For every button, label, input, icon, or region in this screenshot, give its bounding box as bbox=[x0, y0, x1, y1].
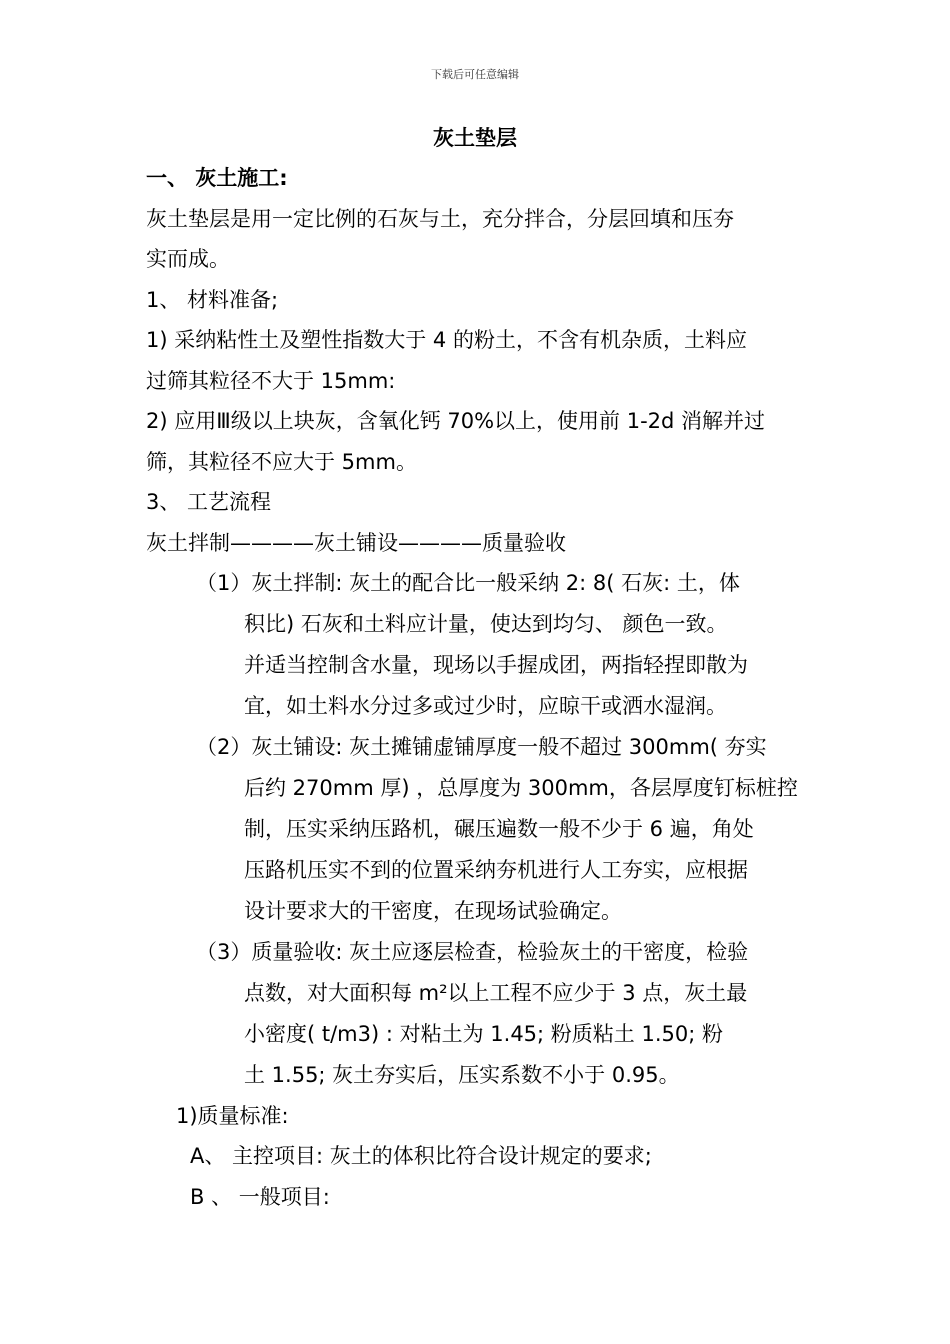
intro-line: 灰土垫层是用一定比例的石灰与土，充分拌合，分层回填和压夯 bbox=[146, 207, 734, 231]
section-heading: 一、 灰土施工: bbox=[146, 166, 288, 190]
step-line: 点数，对大面积每 m²以上工程不应少于 3 点，灰土最 bbox=[244, 981, 748, 1005]
item1-line: 筛，其粒径不应大于 5mm。 bbox=[146, 450, 417, 474]
step-line: 后约 270mm 厚) ，总厚度为 300mm，各层厚度钉标桩控 bbox=[244, 776, 798, 800]
step-line: 土 1.55; 灰土夯实后，压实系数不小于 0.95。 bbox=[244, 1063, 680, 1087]
step-line: 积比) 石灰和土料应计量，使达到均匀、 颜色一致。 bbox=[244, 612, 728, 636]
step-line: （1）灰土拌制: 灰土的配合比一般采纳 2: 8( 石灰: 土，体 bbox=[196, 571, 740, 595]
quality-item-b: B 、 一般项目: bbox=[190, 1185, 330, 1209]
step-line: 小密度( t/m3) : 对粘土为 1.45; 粉质粘土 1.50; 粉 bbox=[244, 1022, 723, 1046]
step-line: （2）灰土铺设: 灰土摊铺虚铺厚度一般不超过 300mm( 夯实 bbox=[196, 735, 767, 759]
step-line: 压路机压实不到的位置采纳夯机进行人工夯实，应根据 bbox=[244, 858, 748, 882]
step-line: 设计要求大的干密度，在现场试验确定。 bbox=[244, 899, 622, 923]
page-title: 灰土垫层 bbox=[433, 126, 517, 150]
header-note: 下载后可任意编辑 bbox=[431, 68, 519, 81]
step-line: 并适当控制含水量，现场以手握成团，两指轻捏即散为 bbox=[244, 653, 748, 677]
step-line: （3）质量验收: 灰土应逐层检查，检验灰土的干密度，检验 bbox=[196, 940, 749, 964]
step-line: 制，压实采纳压路机，碾压遍数一般不少于 6 遍，角处 bbox=[244, 817, 754, 841]
item1-line: 1) 采纳粘性土及塑性指数大于 4 的粉土，不含有机杂质，土料应 bbox=[146, 328, 747, 352]
quality-item-a: A、 主控项目: 灰土的体积比符合设计规定的要求; bbox=[190, 1144, 652, 1168]
item1-line: 2) 应用Ⅲ级以上块灰，含氧化钙 70%以上，使用前 1-2d 消解并过 bbox=[146, 409, 766, 433]
item1-title: 1、 材料准备; bbox=[146, 288, 279, 312]
process-flow: 灰土拌制————灰土铺设————质量验收 bbox=[146, 531, 566, 555]
quality-title: 1)质量标准: bbox=[176, 1104, 289, 1128]
step-line: 宜，如土料水分过多或过少时，应晾干或洒水湿润。 bbox=[244, 694, 727, 718]
item1-line: 过筛其粒径不大于 15mm: bbox=[146, 369, 396, 393]
intro-line: 实而成。 bbox=[146, 247, 230, 271]
item3-title: 3、 工艺流程 bbox=[146, 490, 272, 514]
